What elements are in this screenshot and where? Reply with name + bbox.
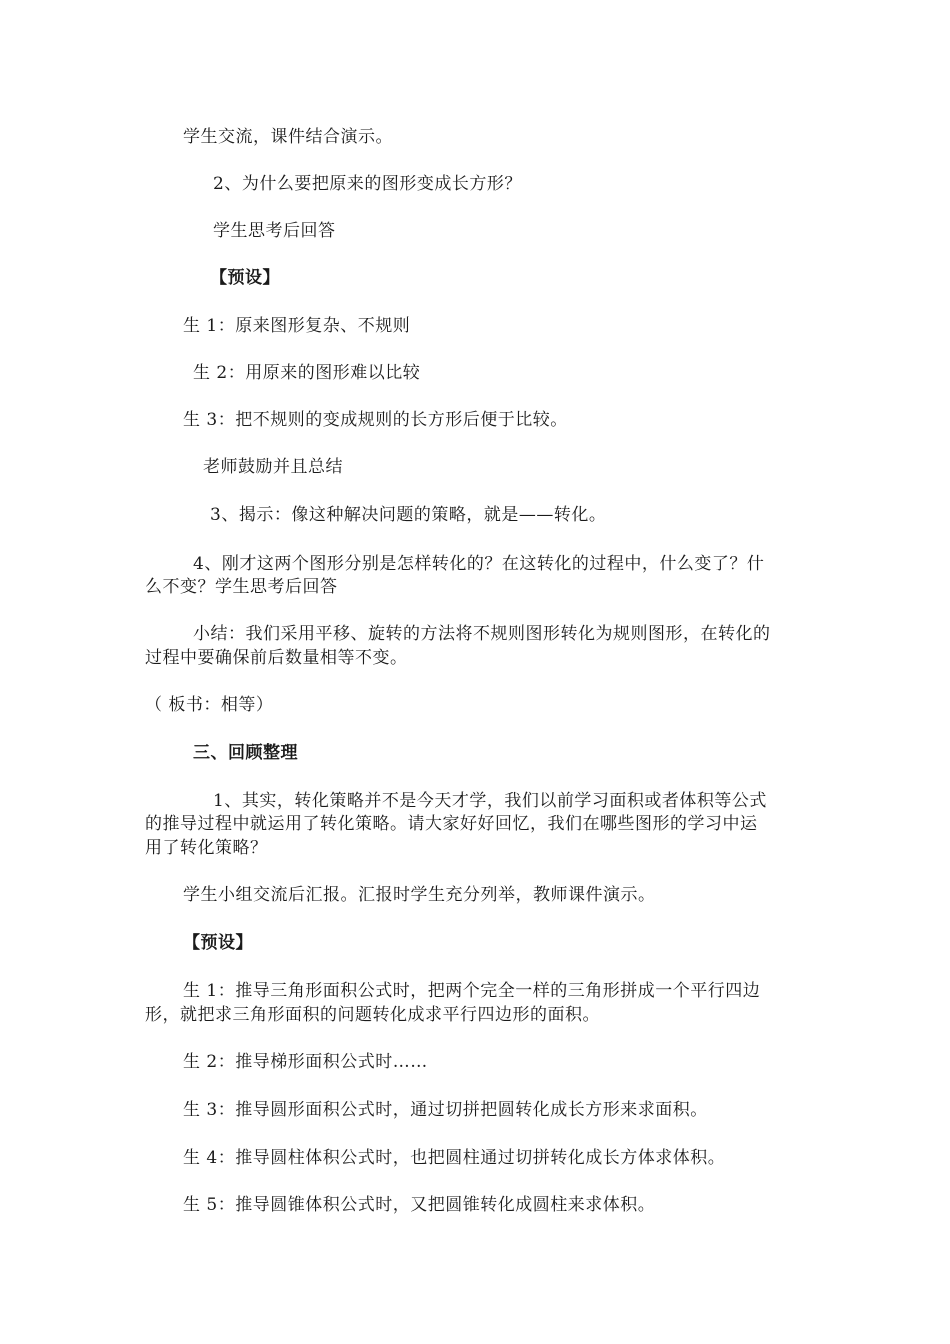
section-three-heading: 三、回顾整理 xyxy=(193,743,298,763)
question-2: 2、为什么要把原来的图形变成长方形？ xyxy=(213,174,522,194)
blackboard-note: （ 板书：相等） xyxy=(145,695,274,715)
summary-line-2: 过程中要确保前后数量相等不变。 xyxy=(145,648,408,668)
review-question-line-3: 用了转化策略？ xyxy=(145,838,268,858)
student-4-cylinder: 生 4：推导圆柱体积公式时，也把圆柱通过切拼转化成长方体求体积。 xyxy=(183,1148,726,1168)
summary-line-1: 小结：我们采用平移、旋转的方法将不规则图形转化为规则图形，在转化的 xyxy=(193,624,771,644)
question-4-line-1: 4、刚才这两个图形分别是怎样转化的？在这转化的过程中，什么变了？什 xyxy=(193,554,765,574)
student-answer-note: 学生思考后回答 xyxy=(213,221,336,241)
student-2-answer: 生 2：用原来的图形难以比较 xyxy=(193,363,421,383)
review-question-line-1: 1、其实，转化策略并不是今天才学，我们以前学习面积或者体积等公式 xyxy=(213,791,767,811)
question-4-line-2: 么不变？学生思考后回答 xyxy=(145,577,338,597)
reveal-strategy: 3、揭示：像这种解决问题的策略，就是——转化。 xyxy=(210,505,607,525)
paragraph-student-exchange: 学生交流，课件结合演示。 xyxy=(183,127,393,147)
student-3-circle: 生 3：推导圆形面积公式时，通过切拼把圆转化成长方形来求面积。 xyxy=(183,1100,708,1120)
teacher-summary-note: 老师鼓励并且总结 xyxy=(203,457,343,477)
student-1-triangle-line-1: 生 1：推导三角形面积公式时，把两个完全一样的三角形拼成一个平行四边 xyxy=(183,981,761,1001)
preset-heading: 【预设】 xyxy=(210,268,280,288)
student-3-answer: 生 3：把不规则的变成规则的长方形后便于比较。 xyxy=(183,410,568,430)
preset-heading-2: 【预设】 xyxy=(183,933,253,953)
group-report-note: 学生小组交流后汇报。汇报时学生充分列举，教师课件演示。 xyxy=(183,885,656,905)
student-1-answer: 生 1：原来图形复杂、不规则 xyxy=(183,316,411,336)
student-1-triangle-line-2: 形，就把求三角形面积的问题转化成求平行四边形的面积。 xyxy=(145,1005,600,1025)
review-question-line-2: 的推导过程中就运用了转化策略。请大家好好回忆，我们在哪些图形的学习中运 xyxy=(145,814,758,834)
student-5-cone: 生 5：推导圆锥体积公式时，又把圆锥转化成圆柱来求体积。 xyxy=(183,1195,656,1215)
student-2-trapezoid: 生 2：推导梯形面积公式时…… xyxy=(183,1052,428,1072)
